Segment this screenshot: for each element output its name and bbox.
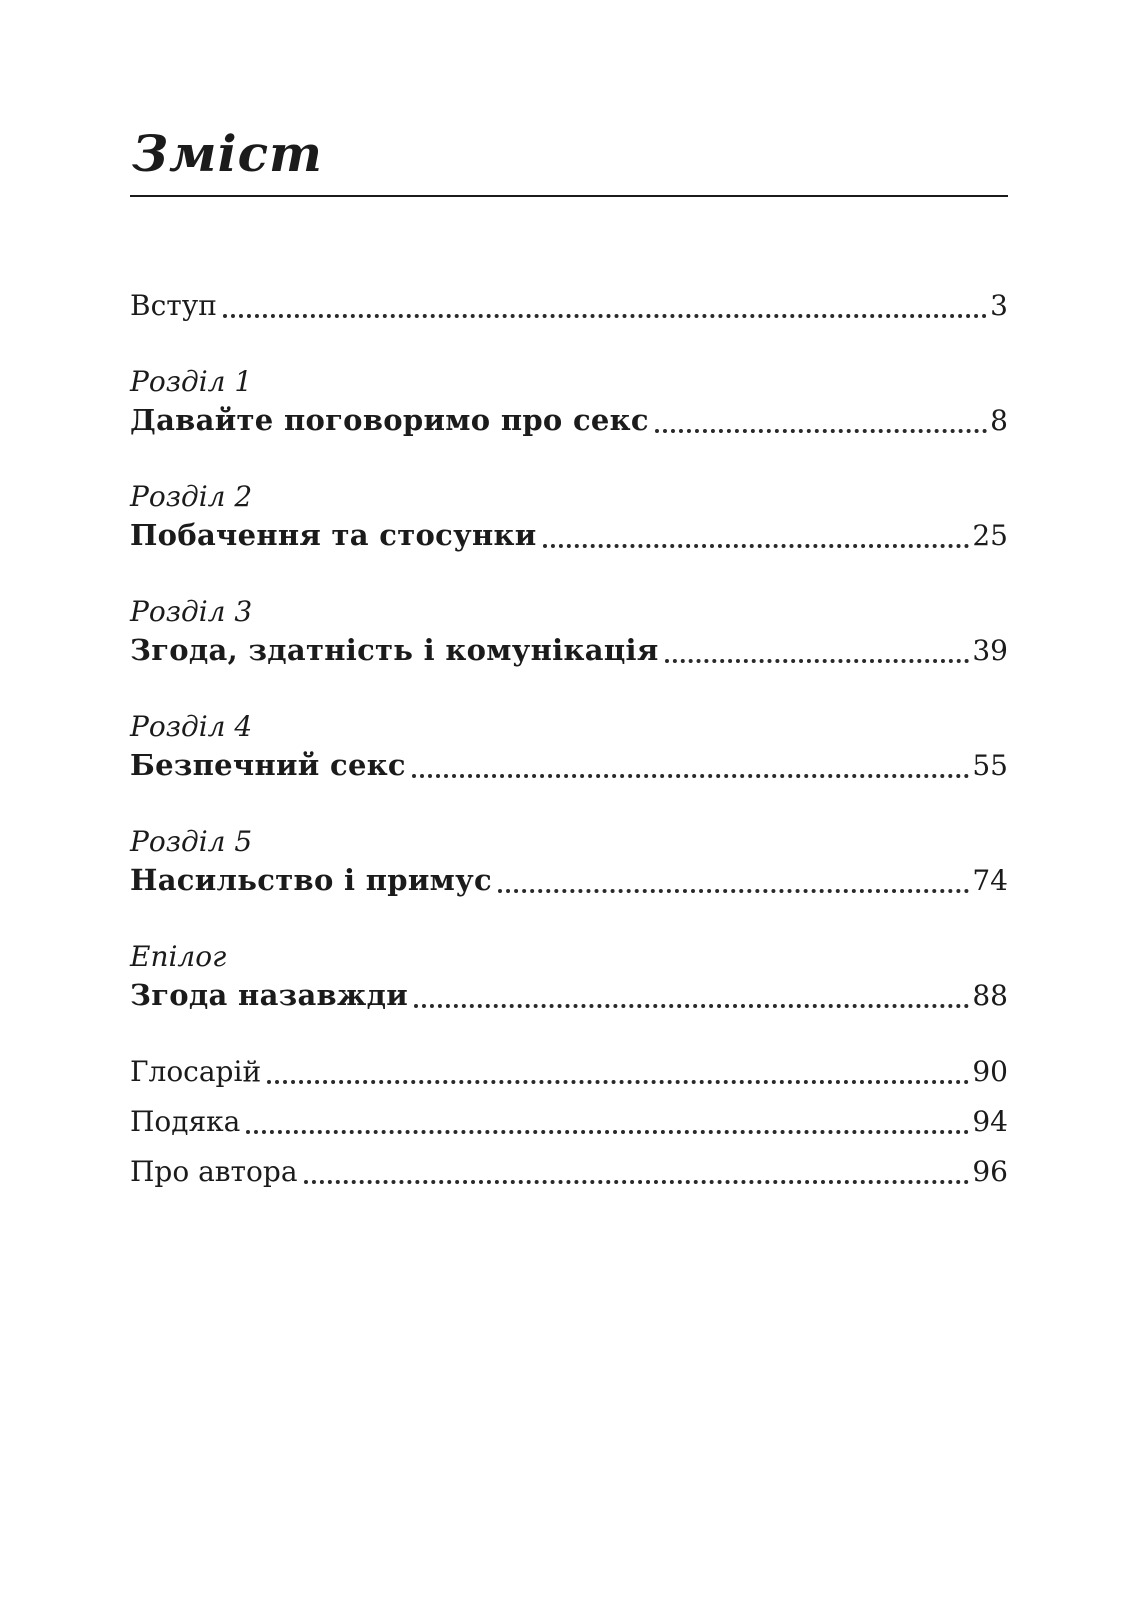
chapter-label: Розділ 2: [130, 480, 253, 513]
page-title: Зміст: [132, 124, 323, 183]
toc-entry: [130, 1103, 1008, 1141]
toc-entry: [130, 363, 1008, 440]
entry-page-number: 8: [990, 404, 1008, 437]
dot-leader: [223, 314, 987, 318]
toc-entry: [130, 708, 1008, 785]
toc-entry: [130, 287, 1008, 325]
entry-page-number: 90: [972, 1055, 1008, 1088]
entry-title: Побачення та стосунки: [130, 518, 537, 552]
chapter-label: Розділ 3: [130, 595, 253, 628]
entry-title: Вступ: [130, 289, 217, 322]
dot-leader: [498, 889, 969, 893]
entry-page-number: 55: [972, 749, 1008, 782]
toc-entry: [130, 1153, 1008, 1191]
entry-page-number: 74: [972, 864, 1008, 897]
dot-leader: [267, 1080, 969, 1084]
dot-leader: [665, 659, 970, 663]
dot-leader: [304, 1180, 970, 1184]
entry-title: Безпечний секс: [130, 748, 406, 782]
table-of-contents: [130, 197, 1008, 1191]
contents-block: [130, 126, 1008, 1203]
dot-leader: [414, 1004, 969, 1008]
dot-leader: [246, 1130, 969, 1134]
entry-page-number: 94: [972, 1105, 1008, 1138]
entry-page-number: 3: [990, 289, 1008, 322]
entry-title: Про автора: [130, 1155, 298, 1188]
toc-entry: [130, 823, 1008, 900]
entry-title: Насильство і примус: [130, 863, 492, 897]
entry-title: Згода, здатність і комунікація: [130, 633, 659, 667]
entry-page-number: 25: [972, 519, 1008, 552]
entry-title: Давайте поговоримо про секс: [130, 403, 649, 437]
entry-title: Подяка: [130, 1105, 241, 1138]
dot-leader: [655, 429, 987, 433]
entry-title: Згода назавжди: [130, 978, 409, 1012]
chapter-label: Розділ 5: [130, 825, 253, 858]
chapter-label: Розділ 1: [130, 365, 253, 398]
entry-title: Глосарій: [130, 1055, 262, 1088]
entry-page-number: 88: [972, 979, 1008, 1012]
chapter-label: Розділ 4: [130, 710, 253, 743]
toc-entry: [130, 593, 1008, 670]
toc-entry: [130, 478, 1008, 555]
entry-page-number: 96: [972, 1155, 1008, 1188]
entry-page-number: 39: [972, 634, 1008, 667]
toc-entry: [130, 938, 1008, 1015]
chapter-label: Епілог: [130, 940, 227, 973]
dot-leader: [412, 774, 969, 778]
toc-entry: [130, 1053, 1008, 1091]
dot-leader: [543, 544, 970, 548]
